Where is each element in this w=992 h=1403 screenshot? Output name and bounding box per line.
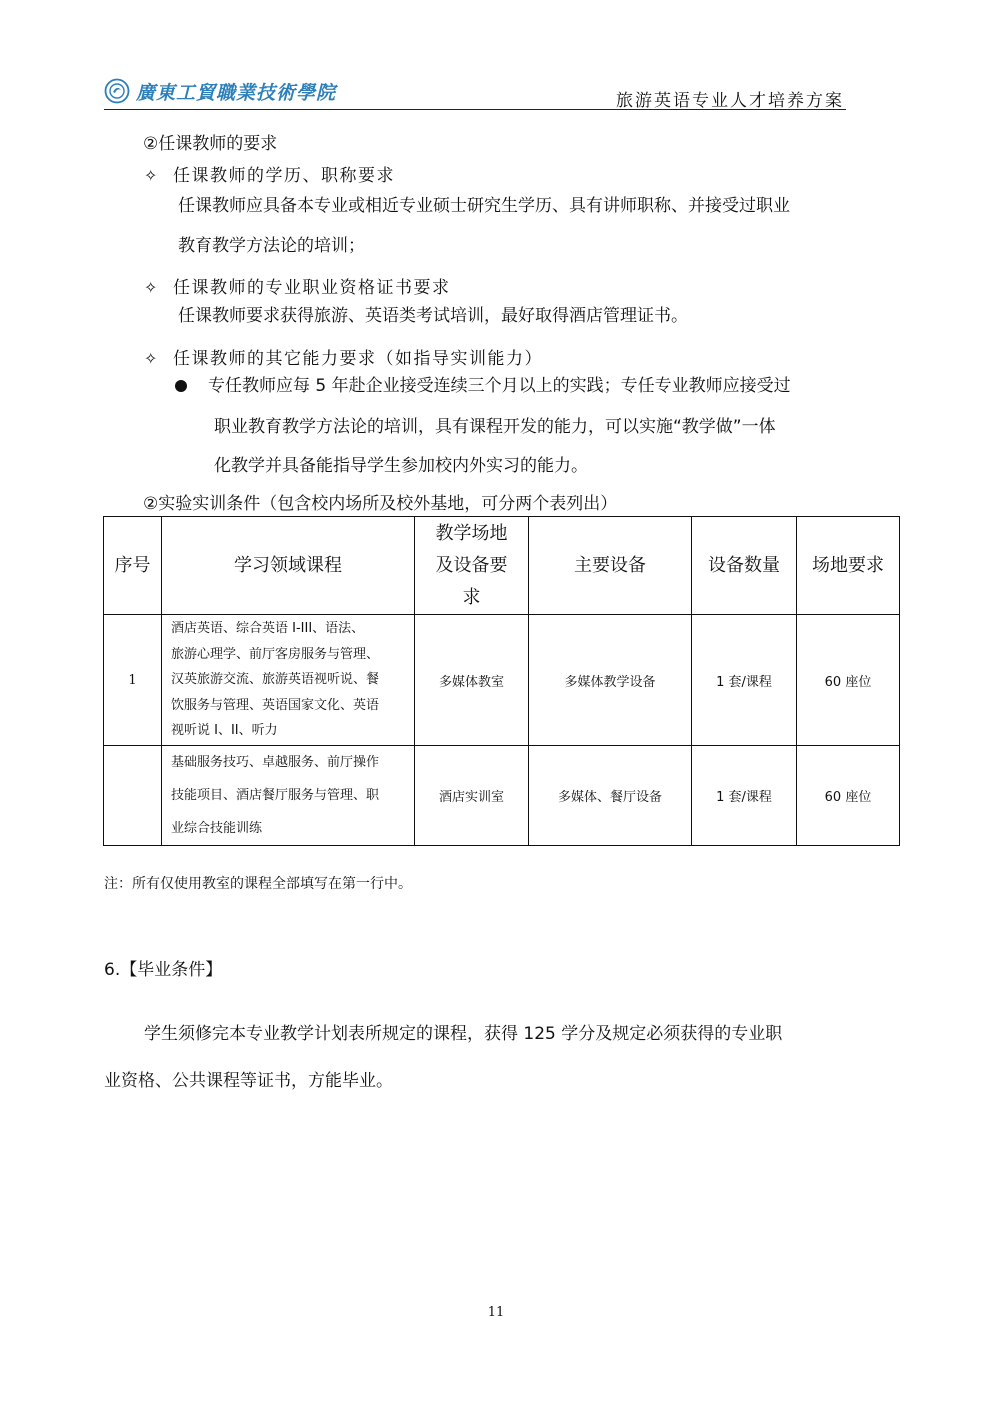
course-line: 视听说 I、II、听力 (171, 723, 278, 739)
lab-section-heading: ②实验实训条件（包含校内场所及校外基地，可分两个表列出） (143, 494, 618, 514)
header-cell-course: 学习领域课程 (162, 517, 415, 615)
header-venue-line: 教学场地 (435, 522, 508, 544)
item1-line1: 任课教师应具备本专业或相近专业硕士研究生学历、具有讲师职称、并接受过职业 (178, 196, 790, 216)
table-note: 注：所有仅使用教室的课程全部填写在第一行中。 (104, 876, 412, 892)
equipment-table (103, 516, 900, 846)
cell-site: 60 座位 (797, 615, 900, 746)
item2-line1: 任课教师要求获得旅游、英语类考试培训，最好取得酒店管理证书。 (178, 306, 688, 326)
page-number: 11 (487, 1305, 505, 1320)
diamond-bullet-icon: ✧ (144, 166, 158, 185)
course-line: 汉英旅游交流、旅游英语视听说、餐 (171, 672, 380, 688)
bullet-line3: 化教学并具备能指导学生参加校内外实习的能力。 (214, 456, 588, 476)
header-cell-no: 序号 (104, 517, 162, 615)
graduation-heading: 6.【毕业条件】 (104, 960, 223, 980)
graduation-line1: 学生须修完本专业教学计划表所规定的课程，获得 125 学分及规定必须获得的专业职 (144, 1024, 783, 1044)
course-line: 基础服务技巧、卓越服务、前厅操作 (171, 755, 380, 770)
item2-title: 任课教师的专业职业资格证书要求 (173, 278, 451, 298)
diamond-bullet-icon: ✧ (144, 349, 158, 368)
table-header-row (104, 517, 900, 615)
course-line: 饮服务与管理、英语国家文化、英语 (171, 697, 380, 713)
header-cell-equipment: 主要设备 (529, 517, 692, 615)
cell-quantity: 1 套/课程 (692, 746, 797, 846)
item3-title: 任课教师的其它能力要求（如指导实训能力） (173, 349, 543, 369)
cell-no: 1 (104, 615, 162, 746)
bullet-line1: 专任教师应每 5 年赴企业接受连续三个月以上的实践；专任专业教师应接受过 (208, 376, 791, 396)
college-logo (104, 76, 336, 106)
graduation-line2: 业资格、公共课程等证书，方能毕业。 (104, 1071, 393, 1091)
header-cell-site: 场地要求 (797, 517, 900, 615)
course-line: 业综合技能训练 (171, 821, 263, 836)
cell-no (104, 746, 162, 846)
cell-course (162, 615, 415, 746)
course-line: 技能项目、酒店餐厅服务与管理、职 (171, 788, 380, 803)
page-header (104, 74, 846, 110)
table-row (104, 746, 900, 846)
header-cell-venue (415, 517, 529, 615)
cell-venue: 多媒体教室 (415, 615, 529, 746)
header-venue-line: 及设备要 (435, 554, 508, 576)
logo-text: 廣東工貿職業技術學院 (136, 81, 337, 104)
document-title: 旅游英语专业人才培养方案 (616, 91, 844, 111)
bullet-line2: 职业教育教学方法论的培训，具有课程开发的能力，可以实施“教学做”一体 (214, 417, 776, 437)
college-emblem-icon (104, 78, 130, 104)
course-line: 酒店英语、综合英语 I-III、语法、 (171, 621, 365, 637)
header-cell-quantity: 设备数量 (692, 517, 797, 615)
cell-equipment: 多媒体教学设备 (529, 615, 692, 746)
cell-course (162, 746, 415, 846)
item1-line2: 教育教学方法论的培训； (178, 236, 365, 256)
item1-title: 任课教师的学历、职称要求 (173, 166, 395, 186)
diamond-bullet-icon: ✧ (144, 278, 158, 297)
course-line: 旅游心理学、前厅客房服务与管理、 (171, 646, 380, 662)
table-row (104, 615, 900, 746)
header-venue-line: 求 (462, 586, 481, 608)
cell-quantity: 1 套/课程 (692, 615, 797, 746)
teacher-section-heading: ②任课教师的要求 (143, 134, 278, 154)
cell-equipment: 多媒体、餐厅设备 (529, 746, 692, 846)
cell-venue: 酒店实训室 (415, 746, 529, 846)
cell-site: 60 座位 (797, 746, 900, 846)
round-bullet-icon (175, 380, 187, 392)
